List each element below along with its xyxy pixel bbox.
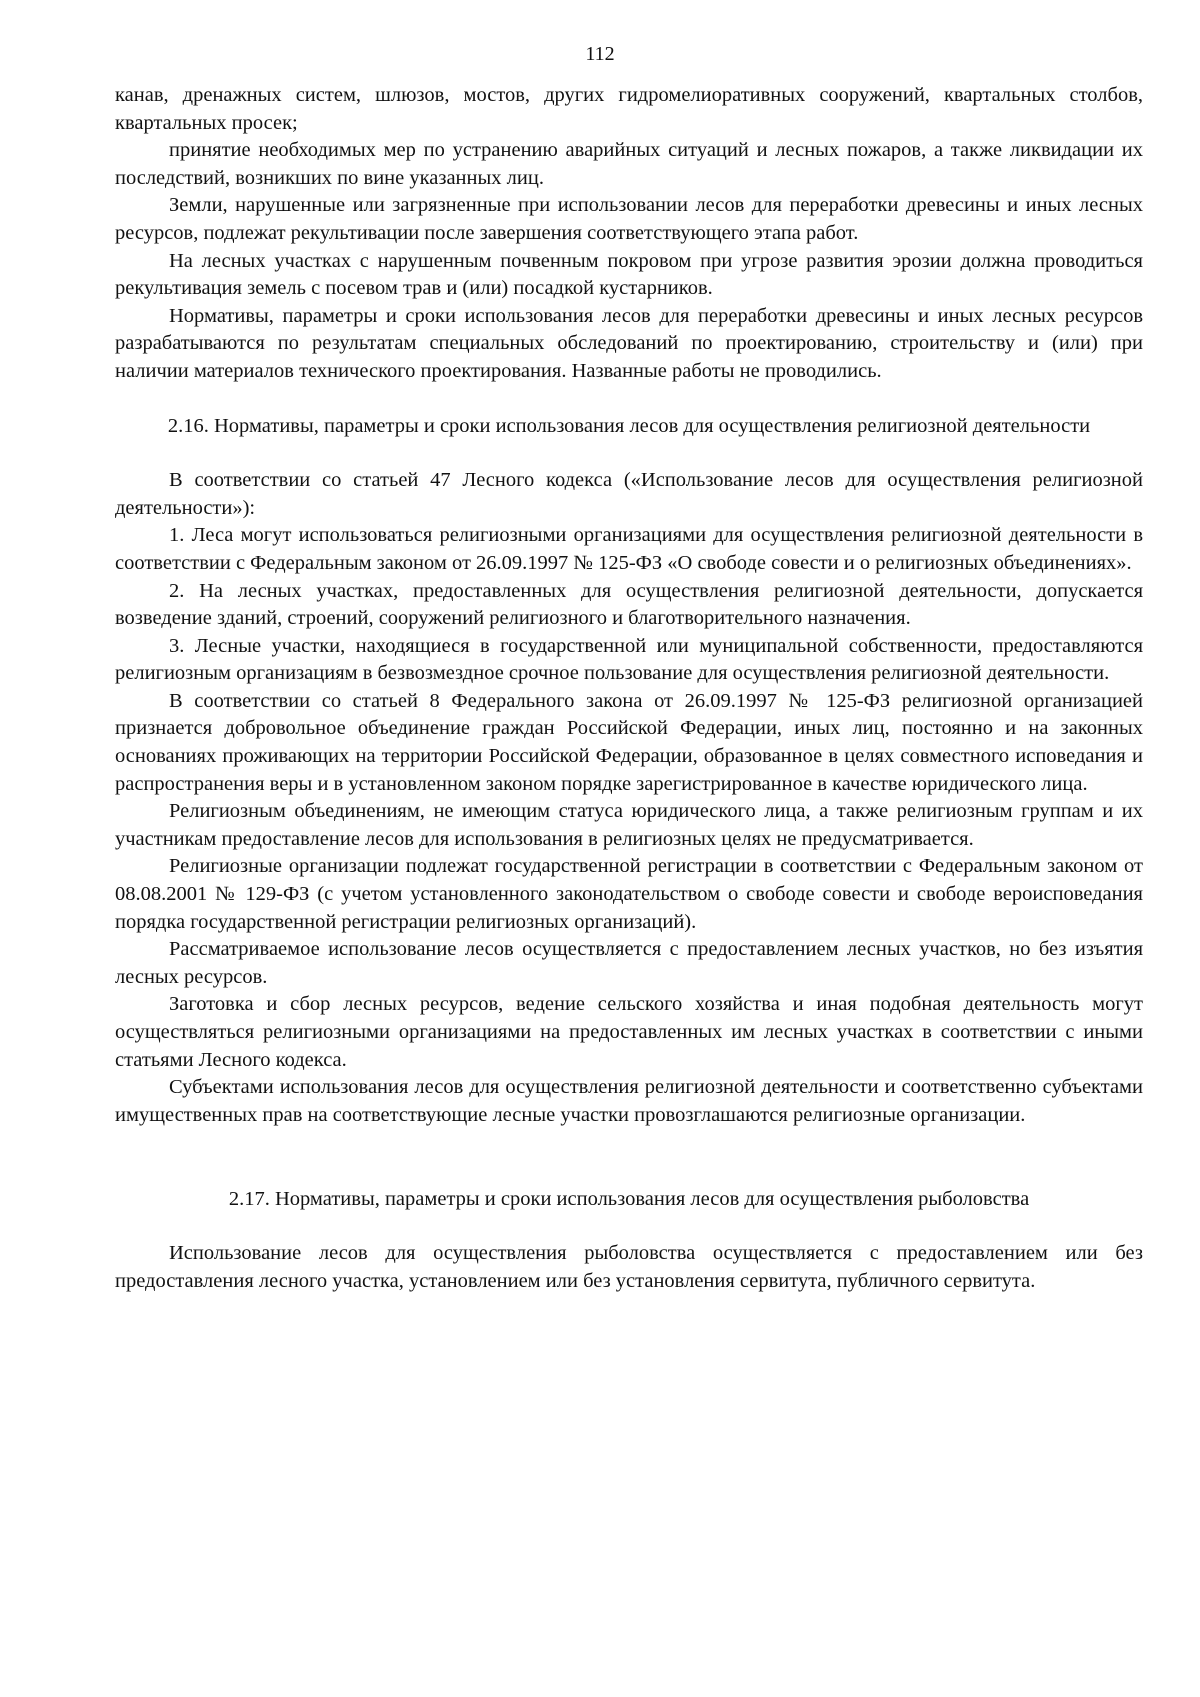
paragraph: канав, дренажных систем, шлюзов, мостов, других гидромелиоративных сооружений, квартальных столбов, квартальных просек; [115,84,1143,134]
paragraph: 2. На лесных участках, предоставленных для осуществления религиозной деятельности, допускается возведение зданий, строений, сооружений религиозного и благотворительного назначения. [115,579,1143,630]
paragraph: принятие необходимых мер по устранению аварийных ситуаций и лесных пожаров, а также ликвидации их последствий, возникших по вине указанных лиц. [115,139,1143,189]
paragraph: Нормативы, параметры и сроки использования лесов для переработки древесины и иных лесных ресурсов разрабатываются по результатам специальных обследований по проектированию, строительству и (или) при наличии материалов технического проектирования. Названные работы не проводились. [115,304,1143,382]
paragraph: В соответствии со статьей 8 Федерального закона от 26.09.1997 № 125-ФЗ религиозной организацией признается добровольное объединение граждан Российской Федерации, иных лиц, постоянно и на законных основаниях проживающих на территории Российской Федерации, образованное в целях совместного исповедания и распространения веры и в установленном законом порядке зарегистрированное в качестве юридического лица. [115,689,1143,795]
paragraph: Религиозные организации подлежат государственной регистрации в соответствии с Федеральным законом от 08.08.2001 № 129-ФЗ (с учетом установленного законодательством о свободе совести и свободе вероисповедания порядка государственной регистрации религиозных организаций). [115,855,1143,933]
paragraph: 3. Лесные участки, находящиеся в государственной или муниципальной собственности, предоставляются религиозным организациям в безвозмездное срочное пользование для осуществления религиозной деятельности. [115,634,1143,685]
paragraph: На лесных участках с нарушенным почвенным покровом при угрозе развития эрозии должна проводиться рекультивация земель с посевом трав и (или) посадкой кустарников. [115,249,1143,300]
paragraph: Заготовка и сбор лесных ресурсов, ведение сельского хозяйства и иная подобная деятельность могут осуществляться религиозными организациями на предоставленных им лесных участках в соответствии с иными статьями Лесного кодекса. [115,993,1143,1071]
page-number: 112 [585,43,615,65]
section-heading-2-16: 2.16. Нормативы, параметры и сроки использования лесов для осуществления религиозной деятельности [167,414,1091,437]
paragraph: Субъектами использования лесов для осуществления религиозной деятельности и соответственно субъектами имущественных прав на соответствующие лесные участки провозглашаются религиозные организации. [115,1076,1143,1126]
document-body [115,82,1143,1295]
paragraph: 1. Леса могут использоваться религиозными организациями для осуществления религиозной деятельности в соответствии с Федеральным законом от 26.09.1997 № 125-ФЗ «О свободе совести и о религиозных объединениях». [115,524,1143,574]
paragraph: Рассматриваемое использование лесов осуществляется с предоставлением лесных участков, но без изъятия лесных ресурсов. [115,938,1143,988]
section-heading-2-17: 2.17. Нормативы, параметры и сроки использования лесов для осуществления рыболовства [228,1188,1030,1211]
paragraph: В соответствии со статьей 47 Лесного кодекса («Использование лесов для осуществления религиозной деятельности»): [115,469,1143,519]
paragraph: Религиозным объединениям, не имеющим статуса юридического лица, а также религиозным группам и их участникам предоставление лесов для использования в религиозных целях не предусматривается. [115,800,1143,850]
paragraph: Земли, нарушенные или загрязненные при использовании лесов для переработки древесины и иных лесных ресурсов, подлежат рекультивации после завершения соответствующего этапа работ. [115,194,1143,244]
paragraph: Использование лесов для осуществления рыболовства осуществляется с предоставлением или без предоставления лесного участка, установлением или без установления сервитута, публичного сервитута. [115,1241,1143,1292]
